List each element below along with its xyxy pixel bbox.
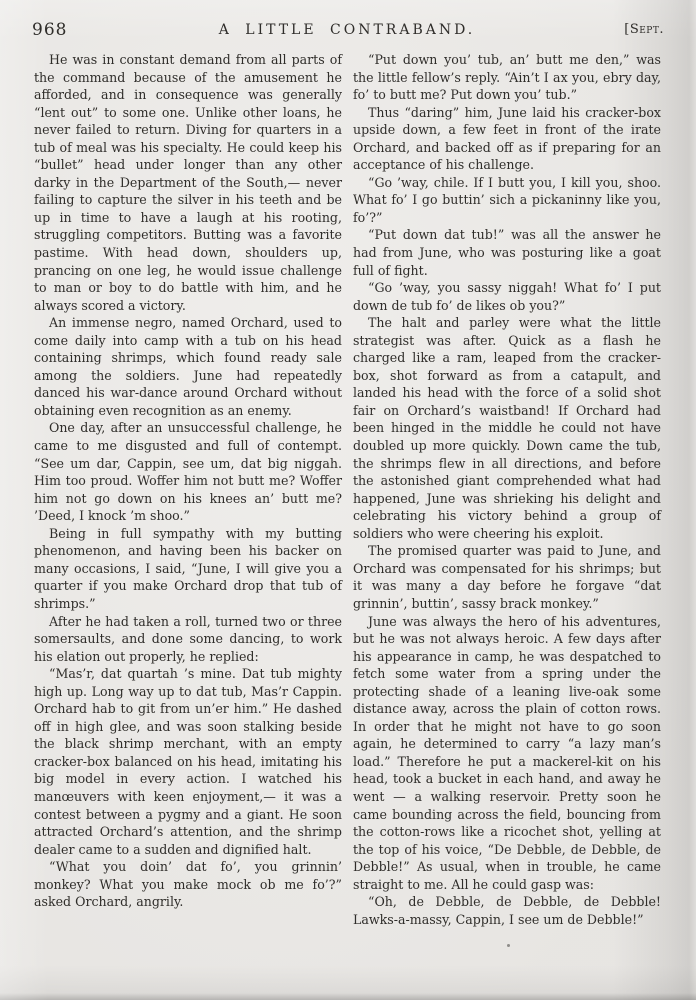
paragraph: “Oh, de Debble, de Debble, de Debble! Lawks-a-massy, Cappin, I see um de Debble!” bbox=[353, 894, 661, 927]
paragraph: After he had taken a roll, turned two or three somersaults, and done some dancing, to work his elation out properly, he replied: bbox=[34, 613, 342, 664]
paragraph: The promised quarter was paid to June, and Orchard was compensated for his shrimps; but it was many a day before he forgave “dat grinnin’, buttin’, sassy brack monkey.” bbox=[353, 543, 661, 611]
page-header bbox=[30, 20, 664, 42]
running-title: A LITTLE CONTRABAND. bbox=[218, 22, 476, 38]
right-column bbox=[353, 51, 661, 928]
paragraph: One day, after an unsuccessful challenge, he came to me disgusted and full of contempt. “See um dar, Cappin, see um, dat big niggah. Him too proud. Woffer him not butt me? Woffer him not go down on his knees an’ butt me? ’Deed, I knock ’m shoo.” bbox=[34, 420, 342, 524]
paragraph: “Put down you’ tub, an’ butt me den,” was the little fellow’s reply. “Ain’t I ax you, ebry day, fo’ to butt me? Put down you’ tub.” bbox=[353, 52, 661, 103]
paragraph: Thus “daring” him, June laid his cracker-box upside down, a few feet in front of the irate Orchard, and backed off as if preparing for an acceptance of his challenge. bbox=[353, 104, 661, 173]
paragraph: “Put down dat tub!” was all the answer he had from June, who was posturing like a goat full of fight. bbox=[353, 227, 661, 278]
scan-speck bbox=[507, 944, 510, 947]
paragraph: “Mas’r, dat quartah ’s mine. Dat tub mighty high up. Long way up to dat tub, Mas’r Cappin. Orchard hab to git from un’er him.” He dashed off in high glee, and was soon stalking beside the black shrimp merchant, with an empty cracker-box balanced on his head, imitating his big model in every action. I watched his manœuvers with keen enjoyment,— it was a contest between a pygmy and a giant. He soon attracted Orchard’s attention, and the shrimp dealer came to a sudden and dignified halt. bbox=[34, 666, 342, 857]
paragraph: He was in constant demand from all parts of the command because of the amusement he afforded, and in consequence was generally “lent out” to some one. Unlike other loans, he never failed to return. Diving for quarters in a tub of meal was his specialty. He could keep his “bullet” head under longer than any other darky in the Department of the South,— never failing to capture the silver in his teeth and be up in time to have a laugh at his rooting, struggling competitors. Butting was a favorite pastime. With head down, shoulders up, prancing on one leg, he would issue challenge to man or boy to do battle with him, and he always scored a victory. bbox=[34, 52, 342, 313]
paragraph: “Go ’way, you sassy niggah! What fo’ I put down de tub fo’ de likes ob you?” bbox=[353, 280, 661, 313]
paragraph: “What you doin’ dat fo’, you grinnin’ monkey? What you make mock ob me fo’?” asked Orchard, angrily. bbox=[34, 859, 342, 910]
paragraph: An immense negro, named Orchard, used to come daily into camp with a tub on his head containing shrimps, which found ready sale among the soldiers. June had repeatedly danced his war-dance around Orchard without obtaining even recognition as an enemy. bbox=[34, 315, 342, 418]
issue-label: [Sept. bbox=[624, 22, 664, 37]
left-column bbox=[34, 51, 342, 928]
paragraph: Being in full sympathy with my butting phenomenon, and having been his backer on many occasions, I said, “June, I will give you a quarter if you make Orchard drop that tub of shrimps.” bbox=[34, 525, 342, 611]
page-number: 968 bbox=[32, 20, 68, 40]
paragraph: “Go ’way, chile. If I butt you, I kill you, shoo. What fo’ I go buttin’ sich a pickaninny like you, fo’?” bbox=[353, 174, 661, 225]
paragraph: The halt and parley were what the little strategist was after. Quick as a flash he charged like a ram, leaped from the cracker-box, shot forward as from a catapult, and landed his head with the force of a solid shot fair on Orchard’s waistband! If Orchard had been hinged in the middle he could not have doubled up more quickly. Down came the tub, the shrimps flew in all directions, and before the astonished giant comprehended what had happened, June was shrieking his delight and celebrating his victory behind a group of soldiers who were cheering his exploit. bbox=[353, 315, 661, 541]
paragraph: June was always the hero of his adventures, but he was not always heroic. A few days after his appearance in camp, he was despatched to fetch some water from a spring under the protecting shade of a leaning live-oak some distance away, across the plain of cotton rows. In order that he might not have to go soon again, he determined to carry “a lazy man’s load.” Therefore he put a mackerel-kit on his head, took a bucket in each hand, and away he went — a walking reservoir. Pretty soon he came bounding across the field, bouncing from the cotton-rows like a ricochet shot, yelling at the top of his voice, “De Debble, de Debble, de Debble!” As usual, when in trouble, he came straight to me. All he could gasp was: bbox=[353, 613, 661, 892]
text-columns bbox=[34, 51, 662, 928]
